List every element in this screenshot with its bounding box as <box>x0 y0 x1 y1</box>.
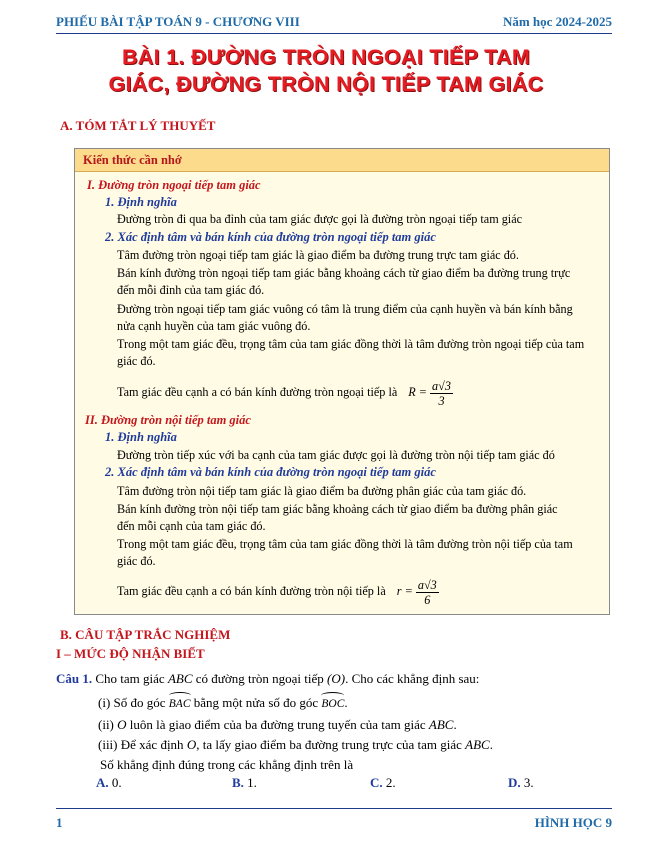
part1-formula-fraction <box>430 379 453 408</box>
part2-def-title: 1. Định nghĩa <box>105 430 177 444</box>
option-d-letter: D. <box>508 775 521 790</box>
option-a-letter: A. <box>96 775 109 790</box>
q1-stem-part-a: Cho tam giác <box>95 671 165 686</box>
stmt-iii-part-b: , ta lấy giao điểm ba đường trung trực của tam giác <box>196 737 462 752</box>
part2-line-2: Bán kính đường tròn nội tiếp tam giác bằng khoảng cách từ giao điểm ba đường phân giác <box>117 502 558 516</box>
part2-formula-numerator: a√3 <box>417 577 437 592</box>
part2-center-title: 2. Xác định tâm và bán kính của đường tròn ngoại tiếp tam giác <box>105 465 436 479</box>
level-heading: I – MỨC ĐỘ NHẬN BIẾT <box>56 646 205 661</box>
part1-formula <box>117 375 453 409</box>
section-a-heading: A. TÓM TẮT LÝ THUYẾT <box>60 118 216 133</box>
part1-line-1: Tâm đường tròn ngoại tiếp tam giác là giao điểm ba đường trung trực tam giác đó. <box>117 248 519 262</box>
angle-bac: BAC <box>169 695 191 713</box>
stmt-iii-o: O <box>186 737 197 752</box>
theory-box <box>74 148 610 615</box>
option-b-letter: B. <box>232 775 244 790</box>
question-1-stem <box>56 670 479 688</box>
q1-stem-part-c: . Cho các khẳng định sau: <box>345 671 480 686</box>
part2-line-1: Tâm đường tròn nội tiếp tam giác là giao điểm ba đường phân giác của tam giác đó. <box>117 484 527 498</box>
part1-formula-numerator: a√3 <box>432 378 451 393</box>
stmt-i-part-b: bằng một nửa số đo góc <box>193 695 319 710</box>
option-b-value: 1. <box>247 775 257 790</box>
page-header <box>56 6 612 34</box>
q1-stem-abc: ABC <box>167 671 193 686</box>
q1-stem-o: (O) <box>327 671 346 686</box>
part1-line-6: Trong một tam giác đều, trọng tâm của tam giác đồng thời là tâm đường tròn ngoại tiếp của tam <box>117 337 585 351</box>
stmt-iii-abc: ABC <box>465 737 490 752</box>
part1-line-4: Đường tròn ngoại tiếp tam giác vuông có tâm là trung điểm của cạnh huyền và bán kính bằng <box>117 302 573 316</box>
part1-title: I. Đường tròn ngoại tiếp tam giác <box>87 178 261 192</box>
part2-title: II. Đường tròn nội tiếp tam giác <box>85 413 251 427</box>
statement-ii <box>98 716 457 734</box>
stmt-ii-o: O <box>117 717 127 732</box>
question-1-label: Câu 1. <box>56 671 93 686</box>
part1-line-5: nửa cạnh huyền của tam giác vuông đó. <box>117 319 311 333</box>
part1-formula-denominator: 3 <box>438 393 445 408</box>
part2-line-3: đến mỗi cạnh của tam giác đó. <box>117 519 266 533</box>
stmt-i-part-c: . <box>344 695 348 710</box>
question-1-prompt: Số khẳng định đúng trong các khẳng định trên là <box>100 757 354 772</box>
part1-line-3: đến mỗi đỉnh của tam giác đó. <box>117 283 265 297</box>
stmt-iii-part-a: (iii) Để xác định <box>98 737 184 752</box>
part1-def-title: 1. Định nghĩa <box>105 195 177 209</box>
section-b-heading: B. CÂU TẬP TRẮC NGHIỆM <box>60 627 231 642</box>
header-left: PHIẾU BÀI TẬP TOÁN 9 - CHƯƠNG VIII <box>56 14 300 29</box>
part1-formula-text: Tam giác đều cạnh a có bán kính đường tròn ngoại tiếp là <box>117 385 398 399</box>
angle-boc: BOC <box>321 695 344 713</box>
part2-line-5: giác đó. <box>117 554 156 568</box>
option-c-letter: C. <box>370 775 383 790</box>
part1-center-title: 2. Xác định tâm và bán kính của đường tròn ngoại tiếp tam giác <box>105 230 436 244</box>
option-a-value: 0. <box>111 775 122 790</box>
option-b[interactable] <box>232 775 257 791</box>
stmt-i-part-a: (i) Số đo góc <box>98 695 166 710</box>
lesson-title <box>0 44 652 98</box>
part1-def-text: Đường tròn đi qua ba đỉnh của tam giác được gọi là đường tròn ngoại tiếp tam giác <box>117 212 523 226</box>
theory-box-heading: Kiến thức cần nhớ <box>75 149 609 172</box>
part2-formula-fraction <box>416 578 439 607</box>
part2-def-text: Đường tròn tiếp xúc với ba cạnh của tam giác được gọi là đường tròn nội tiếp tam giác đó <box>117 448 555 462</box>
stmt-ii-part-c: . <box>453 717 457 732</box>
stmt-iii-part-c: . <box>489 737 493 752</box>
header-right: Năm học 2024-2025 <box>502 14 612 29</box>
part2-formula-lhs: r = <box>396 584 413 598</box>
part2-formula-denominator: 6 <box>424 592 431 607</box>
option-d[interactable] <box>508 775 534 791</box>
option-c-value: 2. <box>385 775 396 790</box>
statement-i <box>98 694 348 713</box>
q1-stem-part-b: có đường tròn ngoại tiếp <box>195 671 324 686</box>
page-footer <box>56 808 612 831</box>
option-c[interactable] <box>370 775 396 791</box>
part1-formula-lhs: R = <box>408 385 427 399</box>
part2-line-4: Trong một tam giác đều, trọng tâm của tam giác đồng thời là tâm đường tròn nội tiếp của tam <box>117 537 573 551</box>
part2-formula <box>117 574 439 608</box>
title-line-1: BÀI 1. ĐƯỜNG TRÒN NGOẠI TIẾP TAM <box>121 45 531 69</box>
page-number: 1 <box>56 815 63 830</box>
footer-subject: HÌNH HỌC 9 <box>534 815 612 830</box>
stmt-ii-abc: ABC <box>428 717 454 732</box>
statement-iii <box>98 736 493 754</box>
option-a[interactable] <box>96 775 122 791</box>
stmt-ii-part-a: (ii) <box>98 717 114 732</box>
part1-line-2: Bán kính đường tròn ngoại tiếp tam giác bằng khoảng cách từ giao điểm ba đường trung trực <box>117 266 571 280</box>
option-d-value: 3. <box>523 775 534 790</box>
part2-formula-text: Tam giác đều cạnh a có bán kính đường tròn nội tiếp là <box>117 584 386 598</box>
title-line-2: GIÁC, ĐƯỜNG TRÒN NỘI TIẾP TAM GIÁC <box>108 72 544 96</box>
stmt-ii-part-b: luôn là giao điểm của ba đường trung tuyến của tam giác <box>129 717 426 732</box>
part1-line-7: giác đó. <box>117 354 156 368</box>
